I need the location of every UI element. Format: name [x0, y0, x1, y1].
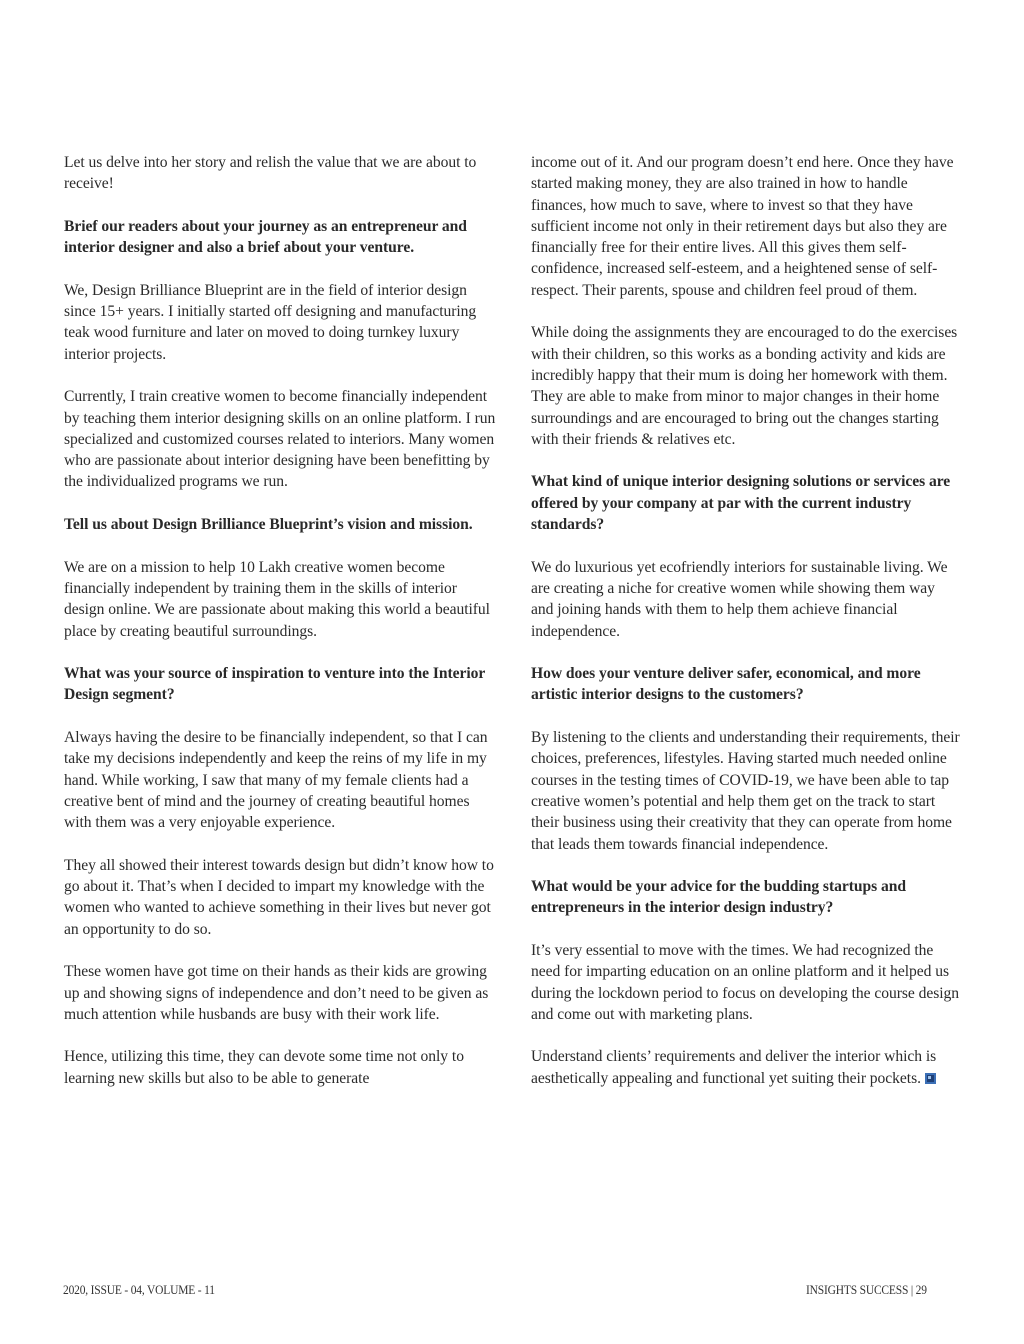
- paragraph-text: What was your source of inspiration to venture into the Interior Design segment?: [64, 665, 486, 704]
- body-paragraph: [64, 1046, 496, 1089]
- body-paragraph: [531, 322, 961, 450]
- article-right-column: [531, 152, 961, 1110]
- paragraph-text: These women have got time on their hands as their kids are growing up and showing signs of independence and don’t need to be given as much attention while husbands are busy with their work life.: [64, 963, 489, 1023]
- paragraph-text: Currently, I train creative women to become financially independent by teaching them interior designing skills on an online platform. I run specialized and customized courses related to interiors. Many women who are passionate about interior designing have been benefitting by the individualized programs we run.: [64, 388, 496, 491]
- footer-page-number: INSIGHTS SUCCESS | 29: [806, 1283, 927, 1297]
- paragraph-text: income out of it. And our program doesn’t end here. Once they have started making money, they are also trained in how to handle finances, how much to save, where to invest so that they have sufficient income not only in their retirement days but also they are financially free for their entire lives. All this gives them self-confidence, increased self-esteem, and a heightened sense of self-respect. Their parents, spouse and children feel proud of them.: [531, 154, 954, 299]
- paragraph-text: What would be your advice for the budding startups and entrepreneurs in the interior design industry?: [531, 878, 906, 917]
- paragraph-text: Let us delve into her story and relish the value that we are about to receive!: [64, 154, 477, 193]
- article-left-column: [64, 152, 496, 1110]
- interview-question: [531, 471, 961, 535]
- body-paragraph: [531, 1046, 961, 1089]
- body-paragraph: [531, 557, 961, 642]
- body-paragraph: [531, 727, 961, 855]
- interview-question: [64, 514, 496, 535]
- body-paragraph: [64, 727, 496, 833]
- paragraph-text: They all showed their interest towards design but didn’t know how to go about it. That’s when I decided to impart my knowledge with the women who wanted to achieve something in their lives but never got an opportunity to do so.: [64, 856, 494, 938]
- paragraph-text: We are on a mission to help 10 Lakh creative women become financially independent by training them in the skills of interior design online. We are passionate about making this world a beautiful place by creating beautiful surroundings.: [64, 558, 490, 640]
- interview-question: [64, 663, 496, 706]
- paragraph-text: Hence, utilizing this time, they can devote some time not only to learning new skills but also to be able to generate: [64, 1048, 464, 1087]
- interview-question: [531, 663, 961, 706]
- paragraph-text: What kind of unique interior designing solutions or services are offered by your company at par with the current industry standards?: [531, 473, 951, 534]
- paragraph-text: Understand clients’ requirements and deliver the interior which is aesthetically appealing and functional yet suiting their pockets.: [531, 1048, 937, 1087]
- body-paragraph: [64, 855, 496, 940]
- body-paragraph: [64, 557, 496, 642]
- paragraph-text: By listening to the clients and understanding their requirements, their choices, preferences, lifestyles. Having started much needed online courses in the testing times of COVID-19, we have been able to tap creative women’s potential and help them get on the track to start their business using their creativity that they can operate from home that leads them towards financial independence.: [531, 729, 960, 853]
- paragraph-text: While doing the assignments they are encouraged to do the exercises with their children, so this works as a bonding activity and kids are incredibly happy that their mum is doing her homework with them. They are able to make from minor to major changes in their home surroundings and are encouraged to bring out the changes starting with their friends & relatives etc.: [531, 324, 958, 448]
- body-paragraph: [64, 961, 496, 1025]
- body-paragraph: [64, 386, 496, 492]
- footer-issue-info: 2020, ISSUE - 04, VOLUME - 11: [63, 1283, 215, 1297]
- paragraph-text: Always having the desire to be financially independent, so that I can take my decisions independently and keep the reins of my life in my hand. While working, I saw that many of my female clients had a creative bent of mind and the journey of creating beautiful homes with them was a very enjoyable experience.: [64, 729, 488, 832]
- paragraph-text: We do luxurious yet ecofriendly interiors for sustainable living. We are creating a niche for creative women while showing them way and joining hands with them to help them achieve financial independence.: [531, 558, 948, 640]
- interview-question: [64, 216, 496, 259]
- body-paragraph: [531, 940, 961, 1025]
- body-paragraph: [64, 152, 496, 195]
- article-end-mark-icon: [925, 1073, 936, 1084]
- paragraph-text: Tell us about Design Brilliance Blueprint’s vision and mission.: [64, 516, 473, 534]
- paragraph-text: Brief our readers about your journey as an entrepreneur and interior designer and also a brief about your venture.: [64, 217, 467, 257]
- paragraph-text: It’s very essential to move with the times. We had recognized the need for imparting education on an online platform and it helped us during the lockdown period to focus on developing the course design and come out with marketing plans.: [531, 941, 959, 1023]
- paragraph-text: We, Design Brilliance Blueprint are in the field of interior design since 15+ years. I initially started off designing and manufacturing teak wood furniture and later on moved to doing turnkey luxury interior projects.: [64, 281, 477, 363]
- body-paragraph: [64, 280, 496, 365]
- interview-question: [531, 876, 961, 919]
- paragraph-text: How does your venture deliver safer, economical, and more artistic interior designs to the customers?: [531, 665, 921, 704]
- body-paragraph: [531, 152, 961, 301]
